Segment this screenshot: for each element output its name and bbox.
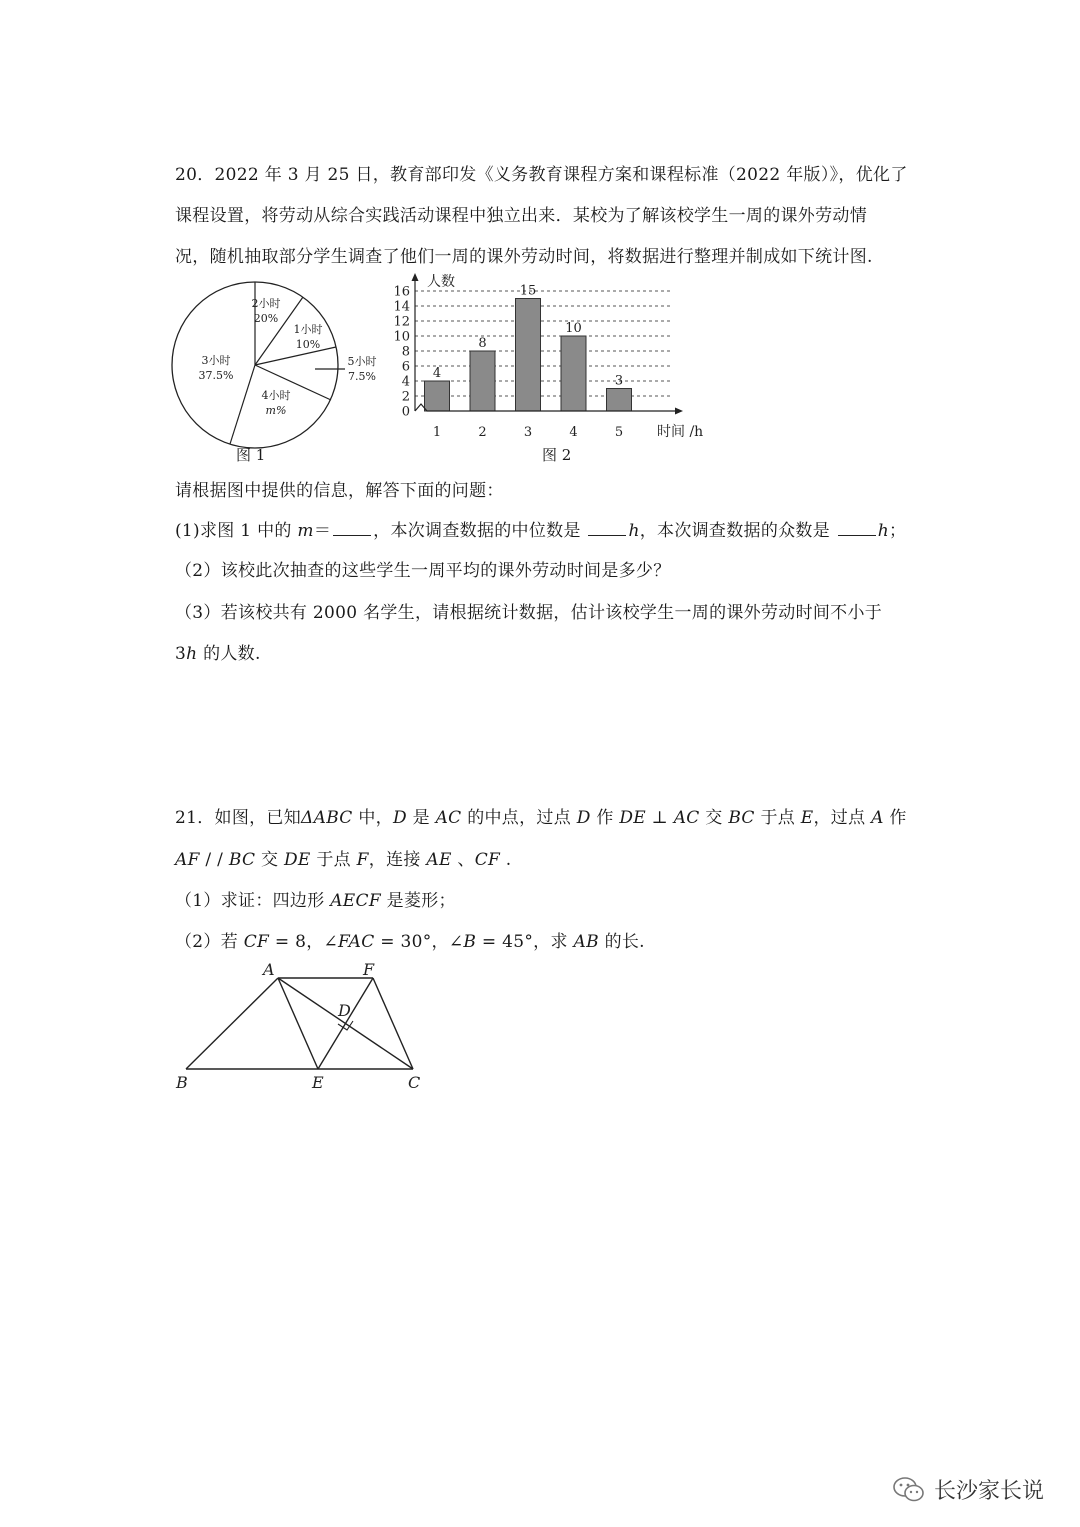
unit-h-2: h	[877, 521, 889, 541]
label-B: B	[176, 1073, 188, 1092]
x-axis-label: 时间 /h	[657, 424, 704, 440]
x-tick-label-4: 4	[569, 425, 578, 440]
q21-part-2	[175, 927, 645, 952]
bar-1	[425, 381, 450, 411]
pie-label-2h-pct: 20%	[253, 312, 279, 325]
seg-AB	[186, 978, 278, 1069]
q20-part-3: （3）若该校共有 2000 名学生，请根据统计数据，估计该校学生一周的课外劳动时间不小于	[175, 603, 883, 623]
q21-seg-BC2: BC	[228, 850, 256, 870]
q21-t14: .	[500, 850, 512, 870]
q21-t10: 交	[255, 850, 284, 870]
x-tick-label-1: 1	[432, 425, 442, 440]
bar-value-label-1: 4	[432, 366, 442, 381]
q21-t11: 于点	[310, 850, 357, 870]
q21-seg-CF: CF	[474, 850, 501, 870]
q21-t8: ，过点	[813, 808, 872, 828]
pie-chart	[170, 275, 390, 465]
pie-label-5h-pct: 7.5%	[348, 370, 376, 383]
q20-line-3: 况，随机抽取部分学生调查了他们一周的课外劳动时间，将数据进行整理并制成如下统计图.	[175, 247, 873, 267]
label-D: D	[338, 1001, 351, 1020]
q21-t7: 于点	[754, 808, 801, 828]
pie-label-3h-pct: 37.5%	[198, 369, 234, 382]
q21-seg-BC: BC	[728, 808, 755, 828]
answer-blank-m[interactable]	[333, 521, 371, 536]
y-tick-label-10: 10	[393, 329, 410, 345]
bar-value-label-4: 10	[565, 321, 582, 336]
label-E: E	[312, 1073, 324, 1092]
q21-perp: ⊥	[646, 808, 674, 828]
y-tick-label-16: 16	[393, 284, 410, 300]
q20-p3-unit: h	[186, 644, 198, 664]
watermark-text: 长沙家长说	[933, 1479, 1044, 1504]
q21-pt-F: F	[356, 850, 369, 870]
answer-blank-median[interactable]	[588, 521, 626, 536]
q21-p2-d: = 45°，求	[476, 932, 574, 952]
x-axis-arrow	[675, 408, 683, 415]
q21-seg-AC: AC	[435, 808, 462, 828]
geometry-figure	[170, 958, 440, 1093]
bar-5	[607, 389, 632, 412]
q21-t3: 是	[406, 808, 436, 828]
q20-p1-text-c: ，本次调查数据的中位数是	[373, 521, 587, 541]
q21-t1: 21．如图，已知	[175, 808, 302, 828]
q21-triangle: ΔABC	[301, 808, 353, 828]
bar-2	[470, 351, 495, 411]
label-C: C	[408, 1073, 421, 1092]
q21-angle-FAC: ∠FAC	[323, 932, 375, 952]
q21-angle-B: ∠B	[448, 932, 477, 952]
q20-p3-rest: 的人数.	[197, 644, 261, 664]
q21-t5: 作	[590, 808, 620, 828]
bar-caption: 图 2	[542, 446, 572, 464]
q20-p1-text-d: ，本次调查数据的众数是	[639, 521, 836, 541]
x-axis-break	[415, 404, 675, 411]
q21-p2-b: = 8，	[269, 932, 324, 952]
q21-pt-D: D	[392, 808, 407, 828]
q20-p1-text-e: ；	[888, 521, 907, 541]
bar-value-label-3: 15	[519, 283, 537, 299]
pie-label-5h-name: 5小时	[347, 355, 377, 368]
seg-FE	[318, 978, 373, 1069]
q21-parallel: / /	[199, 850, 229, 870]
y-tick-label-12: 12	[393, 314, 410, 330]
q21-p1-a: （1）求证：四边形	[175, 891, 331, 911]
q20-p3-num: 3	[175, 644, 187, 664]
q21-t9: 作	[883, 808, 907, 828]
bar-3	[516, 299, 541, 412]
q20-part-1	[175, 516, 906, 541]
watermark	[892, 1474, 1044, 1505]
y-axis-label: 人数	[427, 274, 455, 290]
q21-line-1	[175, 803, 907, 828]
bar-chart	[385, 268, 725, 443]
pie-label-4h-pct: m%	[265, 404, 287, 417]
q21-t13: 、	[451, 850, 475, 870]
wechat-icon	[892, 1475, 926, 1505]
label-A: A	[263, 960, 275, 979]
x-tick-label-3: 3	[523, 425, 533, 440]
bar-value-label-2: 8	[478, 336, 487, 351]
q21-seg-AC2: AC	[673, 808, 700, 828]
q20-line-1: 20．2022 年 3 月 25 日，教育部印发《义务教育课程方案和课程标准（2022 年版）》，优化了	[175, 165, 908, 185]
unit-h-1: h	[628, 521, 640, 541]
pie-caption: 图 1	[236, 446, 266, 464]
q21-t6: 交	[699, 808, 729, 828]
y-axis-arrow	[412, 273, 419, 281]
q21-t4: 的中点，过点	[461, 808, 577, 828]
bar-value-label-5: 3	[614, 373, 624, 389]
q20-prompt: 请根据图中提供的信息，解答下面的问题：	[175, 481, 504, 501]
q21-seg-AE: AE	[426, 850, 452, 870]
pie-label-1h-name: 1小时	[293, 323, 323, 336]
q20-line-2: 课程设置，将劳动从综合实践活动课程中独立出来．某校为了解该校学生一周的课外劳动情	[175, 206, 867, 226]
pie-label-1h-pct: 10%	[295, 338, 321, 351]
pie-label-3h-name: 3小时	[201, 354, 231, 367]
q21-pt-D2: D	[576, 808, 591, 828]
q21-seg-AF: AF	[175, 850, 200, 870]
y-tick-label-14: 14	[393, 299, 410, 315]
y-tick-label-8: 8	[401, 344, 410, 360]
q21-p2-a: （2）若	[175, 932, 244, 952]
pie-divider-4h-3h	[230, 365, 255, 444]
q21-part-1	[175, 886, 456, 911]
label-F: F	[363, 960, 375, 979]
q21-p1-b: 是菱形；	[380, 891, 456, 911]
q21-p2-CF: CF	[243, 932, 270, 952]
answer-blank-mode[interactable]	[838, 521, 876, 536]
q21-p2-e: 的长.	[598, 932, 645, 952]
q21-p2-c: = 30°，	[374, 932, 449, 952]
y-tick-label-0: 0	[401, 404, 410, 420]
q20-part-3-cont	[175, 639, 261, 664]
x-tick-label-5: 5	[614, 425, 624, 440]
q20-part-2: （2）该校此次抽查的这些学生一周平均的课外劳动时间是多少？	[175, 561, 671, 581]
var-m: m	[297, 521, 314, 541]
q21-quad: AECF	[330, 891, 381, 911]
q21-seg-DE2: DE	[284, 850, 311, 870]
q21-seg-DE: DE	[619, 808, 646, 828]
y-tick-label-2: 2	[401, 389, 410, 405]
y-tick-label-4: 4	[401, 374, 410, 390]
q21-p2-AB: AB	[573, 932, 599, 952]
pie-label-4h-name: 4小时	[261, 389, 291, 402]
q20-p1-text-a: (1)求图 1 中的	[175, 521, 298, 541]
q21-line-2	[175, 845, 512, 870]
bar-4	[561, 336, 586, 411]
q21-t2: 中，	[352, 808, 393, 828]
q20-p1-text-b: ＝	[313, 521, 332, 541]
q21-pt-E: E	[800, 808, 814, 828]
y-tick-label-6: 6	[401, 359, 410, 375]
x-tick-label-2: 2	[478, 425, 487, 440]
q21-t12: ，连接	[368, 850, 427, 870]
pie-label-2h-name: 2小时	[251, 297, 281, 310]
q21-pt-A: A	[871, 808, 884, 828]
